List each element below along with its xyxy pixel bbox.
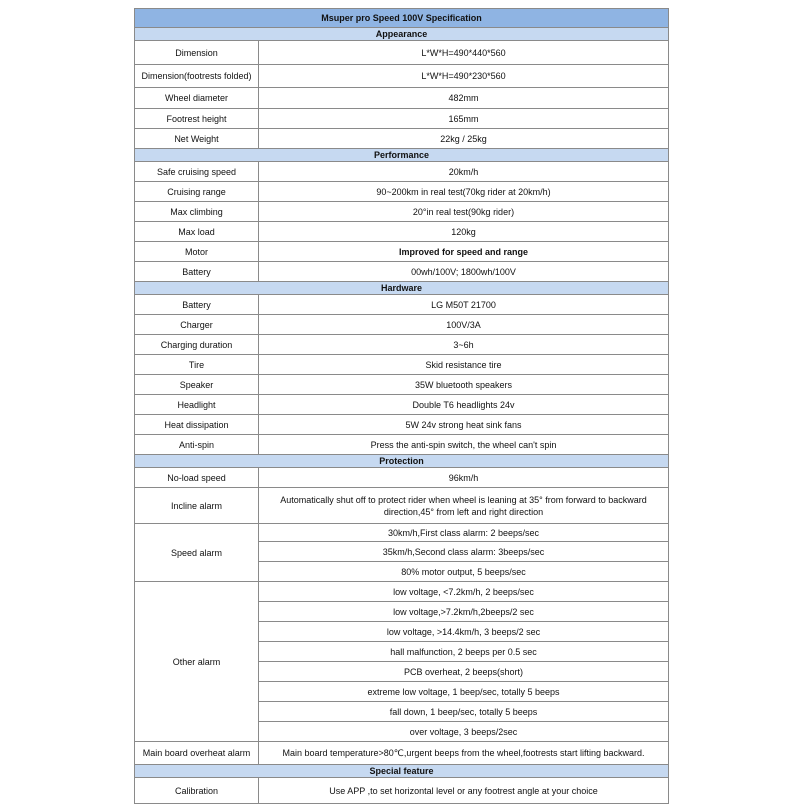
row-value: hall malfunction, 2 beeps per 0.5 sec	[259, 642, 669, 662]
row-value: low voltage, <7.2km/h, 2 beeps/sec	[259, 582, 669, 602]
row-label: Motor	[135, 242, 259, 262]
row-label: Safe cruising speed	[135, 162, 259, 182]
row-label: Speaker	[135, 375, 259, 395]
table-row	[135, 222, 669, 242]
table-row	[135, 355, 669, 375]
row-label: Dimension(footrests folded)	[135, 65, 259, 88]
table-row	[135, 109, 669, 129]
row-label: Wheel diameter	[135, 88, 259, 109]
table-row	[135, 524, 669, 542]
table-row	[135, 582, 669, 602]
row-value: Use APP ,to set horizontal level or any footrest angle at your choice	[259, 778, 669, 804]
table-row	[135, 162, 669, 182]
row-value: PCB overheat, 2 beeps(short)	[259, 662, 669, 682]
row-value: fall down, 1 beep/sec, totally 5 beeps	[259, 702, 669, 722]
row-label: Footrest height	[135, 109, 259, 129]
row-value: 90~200km in real test(70kg rider at 20km/h)	[259, 182, 669, 202]
section-performance	[135, 149, 669, 162]
row-value: Double T6 headlights 24v	[259, 395, 669, 415]
title-row	[135, 9, 669, 28]
table-row	[135, 202, 669, 222]
row-label: Anti-spin	[135, 435, 259, 455]
table-row	[135, 262, 669, 282]
table-row	[135, 182, 669, 202]
row-label: Battery	[135, 262, 259, 282]
row-value: 165mm	[259, 109, 669, 129]
row-value: LG M50T 21700	[259, 295, 669, 315]
row-label: Incline alarm	[135, 488, 259, 524]
row-value: Skid resistance tire	[259, 355, 669, 375]
table-row	[135, 375, 669, 395]
row-label: Max load	[135, 222, 259, 242]
row-value: Automatically shut off to protect rider when wheel is leaning at 35° from forward to backward direction,45° from left and right direction	[259, 488, 669, 524]
row-value: 20km/h	[259, 162, 669, 182]
row-value: 96km/h	[259, 468, 669, 488]
row-value: Press the anti-spin switch, the wheel can't spin	[259, 435, 669, 455]
section-header: Performance	[135, 149, 669, 162]
table-row	[135, 295, 669, 315]
table-row	[135, 742, 669, 765]
section-header: Appearance	[135, 28, 669, 41]
row-label: No-load speed	[135, 468, 259, 488]
table-row	[135, 242, 669, 262]
row-value: 5W 24v strong heat sink fans	[259, 415, 669, 435]
row-label: Heat dissipation	[135, 415, 259, 435]
row-label: Dimension	[135, 41, 259, 65]
row-value: 482mm	[259, 88, 669, 109]
row-label: Headlight	[135, 395, 259, 415]
row-label: Speed alarm	[135, 524, 259, 582]
row-value: 35W bluetooth speakers	[259, 375, 669, 395]
row-value: 30km/h,First class alarm: 2 beeps/sec	[259, 524, 669, 542]
section-protection	[135, 455, 669, 468]
section-hardware	[135, 282, 669, 295]
table-row	[135, 488, 669, 524]
row-label: Calibration	[135, 778, 259, 804]
spec-table	[134, 8, 669, 804]
section-header: Hardware	[135, 282, 669, 295]
row-value: extreme low voltage, 1 beep/sec, totally 5 beeps	[259, 682, 669, 702]
table-row	[135, 468, 669, 488]
table-row	[135, 41, 669, 65]
row-value: 00wh/100V; 1800wh/100V	[259, 262, 669, 282]
section-header: Special feature	[135, 765, 669, 778]
table-row	[135, 335, 669, 355]
row-value: 35km/h,Second class alarm: 3beeps/sec	[259, 542, 669, 562]
row-label: Battery	[135, 295, 259, 315]
row-value: 22kg / 25kg	[259, 129, 669, 149]
table-row	[135, 435, 669, 455]
row-value: over voltage, 3 beeps/2sec	[259, 722, 669, 742]
row-value: 100V/3A	[259, 315, 669, 335]
row-value: 3~6h	[259, 335, 669, 355]
row-value: 120kg	[259, 222, 669, 242]
section-header: Protection	[135, 455, 669, 468]
row-label: Charging duration	[135, 335, 259, 355]
section-appearance	[135, 28, 669, 41]
table-row	[135, 395, 669, 415]
row-value: low voltage,>7.2km/h,2beeps/2 sec	[259, 602, 669, 622]
table-row	[135, 88, 669, 109]
row-value: low voltage, >14.4km/h, 3 beeps/2 sec	[259, 622, 669, 642]
table-title: Msuper pro Speed 100V Specification	[135, 9, 669, 28]
table-row	[135, 315, 669, 335]
row-label: Tire	[135, 355, 259, 375]
row-value: L*W*H=490*440*560	[259, 41, 669, 65]
row-value: 80% motor output, 5 beeps/sec	[259, 562, 669, 582]
row-value: 20°in real test(90kg rider)	[259, 202, 669, 222]
row-label: Charger	[135, 315, 259, 335]
row-value: Improved for speed and range	[259, 242, 669, 262]
row-value: Main board temperature>80℃,urgent beeps from the wheel,footrests start lifting backward.	[259, 742, 669, 765]
row-label: Max climbing	[135, 202, 259, 222]
table-row	[135, 129, 669, 149]
row-value: L*W*H=490*230*560	[259, 65, 669, 88]
row-label: Main board overheat alarm	[135, 742, 259, 765]
table-row	[135, 415, 669, 435]
section-special	[135, 765, 669, 778]
table-row	[135, 65, 669, 88]
row-label: Other alarm	[135, 582, 259, 742]
row-label: Net Weight	[135, 129, 259, 149]
row-label: Cruising range	[135, 182, 259, 202]
